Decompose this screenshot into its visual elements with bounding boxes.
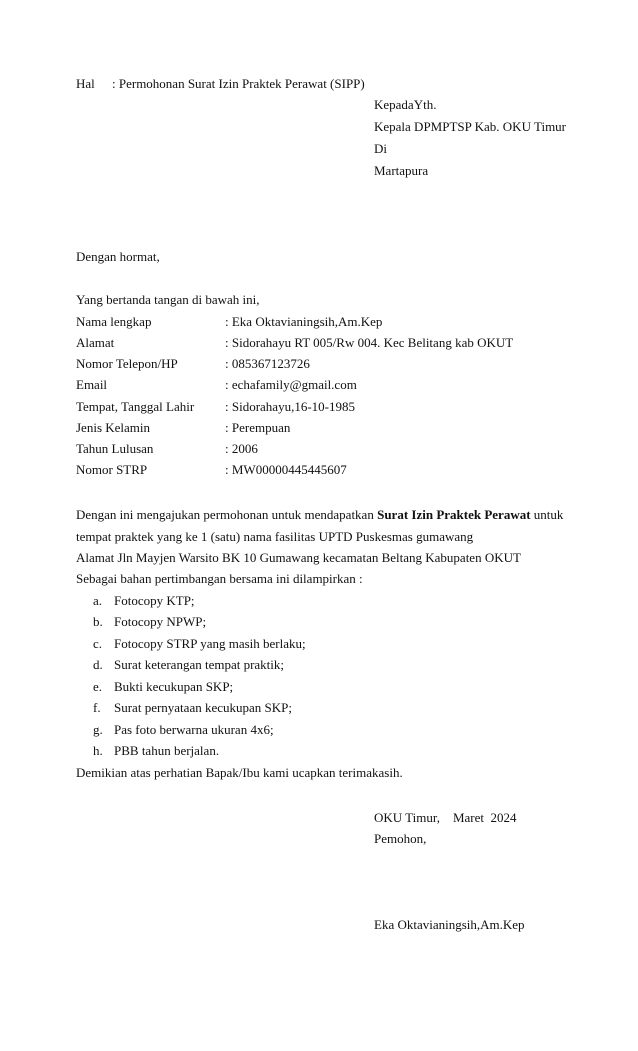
attachment-item: Fotocopy KTP; <box>114 593 195 608</box>
field-value-email: : echafamily@gmail.com <box>225 377 357 392</box>
field-value-address: : Sidorahayu RT 005/Rw 004. Kec Belitang kab OKUT <box>225 335 514 350</box>
attachment-letter: f. <box>93 700 101 715</box>
attachment-letter: d. <box>93 657 103 672</box>
closing-line: Demikian atas perhatian Bapak/Ibu kami ucapkan terimakasih. <box>76 765 403 780</box>
attachment-item: Surat keterangan tempat praktik; <box>114 657 285 672</box>
field-value-name: : Eka Oktavianingsih,Am.Kep <box>225 314 383 329</box>
attachment-item: Fotocopy NPWP; <box>114 614 207 629</box>
field-label-strp: Nomor STRP <box>76 462 148 477</box>
attachment-letter: h. <box>93 743 103 758</box>
place-date: OKU Timur, Maret 2024 <box>374 810 517 825</box>
field-label-graduation: Tahun Lulusan <box>76 441 154 456</box>
subject-label: Hal <box>76 76 95 91</box>
attachment-item: Surat pernyataan kecukupan SKP; <box>114 700 292 715</box>
recipient-line-3: Di <box>374 141 387 156</box>
field-label-gender: Jenis Kelamin <box>76 420 151 435</box>
subject-text: : Permohonan Surat Izin Praktek Perawat (SIPP) <box>112 76 365 91</box>
request-line-1-prefix: Dengan ini mengajukan permohonan untuk mendapatkan <box>76 507 378 522</box>
field-value-strp: : MW00000445445607 <box>225 462 347 477</box>
request-line-4: Sebagai bahan pertimbangan bersama ini dilampirkan : <box>76 571 363 586</box>
request-line-3: Alamat Jln Mayjen Warsito BK 10 Gumawang kecamatan Beltang Kabupaten OKUT <box>76 550 521 565</box>
field-value-phone: : 085367123726 <box>225 356 310 371</box>
recipient-line-1: KepadaYth. <box>374 97 437 112</box>
request-line-2: tempat praktek yang ke 1 (satu) nama fasilitas UPTD Puskesmas gumawang <box>76 529 474 544</box>
field-label-name: Nama lengkap <box>76 314 152 329</box>
field-label-birth: Tempat, Tanggal Lahir <box>76 399 195 414</box>
attachment-letter: g. <box>93 722 103 737</box>
field-label-email: Email <box>76 377 108 392</box>
attachment-letter: a. <box>93 593 103 608</box>
signer-role: Pemohon, <box>374 831 427 846</box>
attachment-item: Bukti kecukupan SKP; <box>114 679 234 694</box>
field-value-gender: : Perempuan <box>225 420 291 435</box>
attachment-item: PBB tahun berjalan. <box>114 743 220 758</box>
attachment-item: Fotocopy STRP yang masih berlaku; <box>114 636 306 651</box>
salutation: Dengan hormat, <box>76 249 160 264</box>
recipient-line-2: Kepala DPMPTSP Kab. OKU Timur <box>374 119 567 134</box>
request-line-1 <box>76 507 563 523</box>
request-line-1-suffix: untuk <box>530 507 564 522</box>
attachment-item: Pas foto berwarna ukuran 4x6; <box>114 722 274 737</box>
attachment-letter: b. <box>93 614 103 629</box>
field-value-birth: : Sidorahayu,16-10-1985 <box>225 399 355 414</box>
attachment-letter: c. <box>93 636 103 651</box>
intro-line: Yang bertanda tangan di bawah ini, <box>76 292 260 307</box>
field-value-graduation: : 2006 <box>225 441 258 456</box>
field-label-address: Alamat <box>76 335 115 350</box>
request-line-1-bold: Surat Izin Praktek Perawat <box>377 507 531 522</box>
field-label-phone: Nomor Telepon/HP <box>76 356 178 371</box>
signer-name: Eka Oktavianingsih,Am.Kep <box>374 917 525 932</box>
recipient-line-4: Martapura <box>374 163 429 178</box>
attachment-letter: e. <box>93 679 103 694</box>
